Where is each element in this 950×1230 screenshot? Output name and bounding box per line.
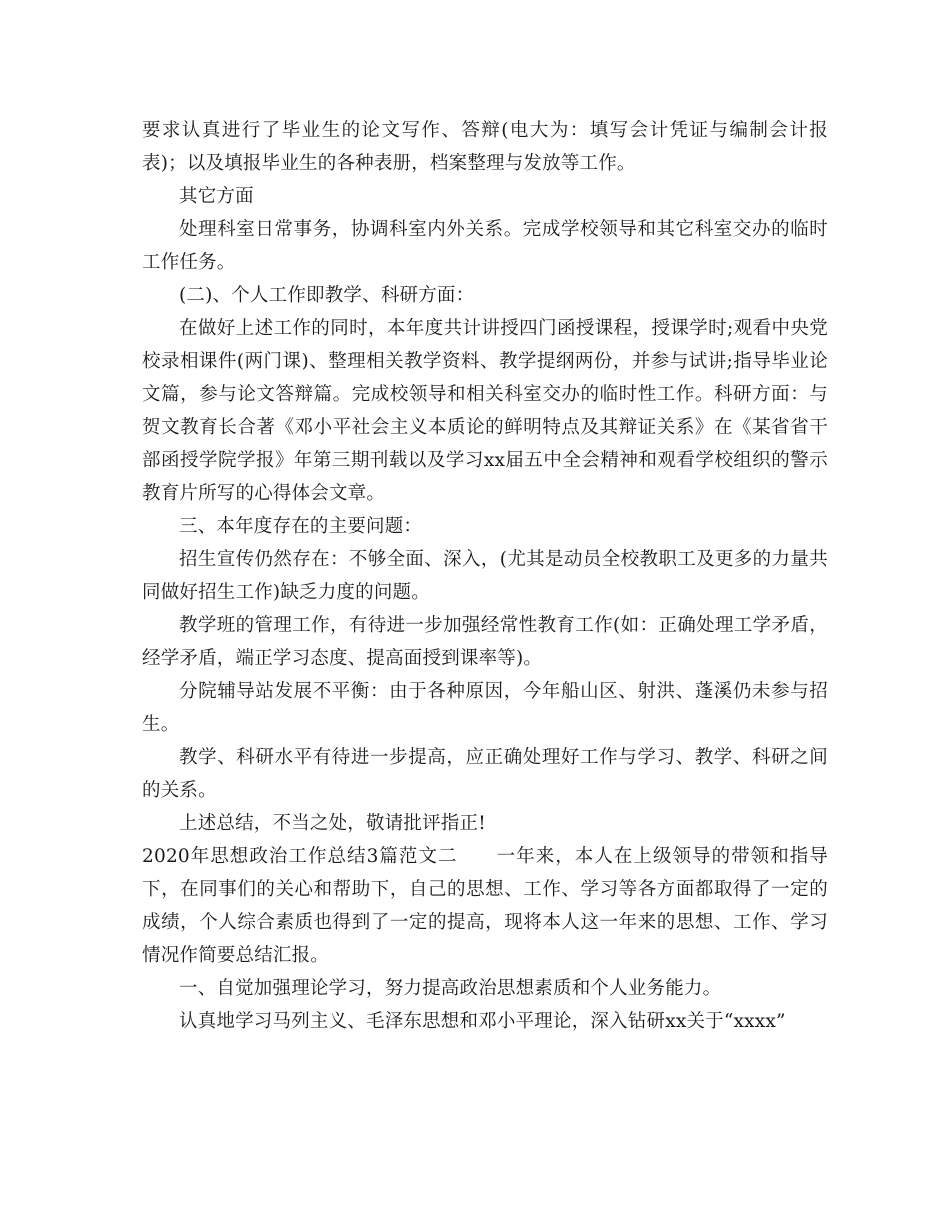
section-heading-personal-work: (二)、个人工作即教学、科研方面： <box>179 285 475 306</box>
paragraph-office-affairs: 处理科室日常事务，协调科室内外关系。完成学校领导和其它科室交办的临时工作任务。 <box>142 219 828 273</box>
section-heading-theory-study: 一、自觉加强理论学习，努力提高政治思想素质和个人业务能力。 <box>179 978 722 999</box>
paragraph-closing: 上述总结，不当之处，敬请批评指正! <box>179 813 486 834</box>
document-body <box>142 114 828 1038</box>
paragraph-theory-study: 认真地学习马列主义、毛泽东思想和邓小平理论，深入钻研xx关于“xxxx” <box>179 1011 786 1032</box>
paragraph-problem-research-level: 教学、科研水平有待进一步提高，应正确处理好工作与学习、教学、科研之间的关系。 <box>142 747 828 801</box>
paragraph-problem-enrollment: 招生宣传仍然存在：不够全面、深入，(尤其是动员全校教职工及更多的力量共同做好招生工作)缺乏力度的问题。 <box>142 549 828 603</box>
paragraph-graduation-work: 要求认真进行了毕业生的论文写作、答辩(电大为：填写会计凭证与编制会计报表)；以及填报毕业生的各种表册，档案整理与发放等工作。 <box>142 120 828 174</box>
paragraph-problem-class-management: 教学班的管理工作，有待进一步加强经常性教育工作(如：正确处理工学矛盾，经学矛盾，端正学习态度、提高面授到课率等)。 <box>142 615 828 669</box>
paragraph-essay-two-intro: 2020年思想政治工作总结3篇范文二 一年来，本人在上级领导的带领和指导下，在同事们的关心和帮助下，自己的思想、工作、学习等各方面都取得了一定的成绩，个人综合素质也得到了一定的提高，现将本人这一年来的思想、工作、学习情况作简要总结汇报。 <box>142 846 828 966</box>
paragraph-problem-branches: 分院辅导站发展不平衡：由于各种原因，今年船山区、射洪、蓬溪仍未参与招生。 <box>142 681 828 735</box>
paragraph-teaching-research: 在做好上述工作的同时，本年度共计讲授四门函授课程，授课学时;观看中央党校录相课件(两门课)、整理相关教学资料、教学提纲两份，并参与试讲;指导毕业论文篇，参与论文答辩篇。完成校领导和相关科室交办的临时性工作。科研方面：与贺文教育长合著《邓小平社会主义本质论的鲜明特点及其辩证关系》在《某省省干部函授学院学报》年第三期刊载以及学习xx届五中全会精神和观看学校组织的警示教育片所写的心得体会文章。 <box>142 318 828 504</box>
section-heading-problems: 三、本年度存在的主要问题： <box>179 516 423 537</box>
section-heading-other: 其它方面 <box>179 186 254 207</box>
